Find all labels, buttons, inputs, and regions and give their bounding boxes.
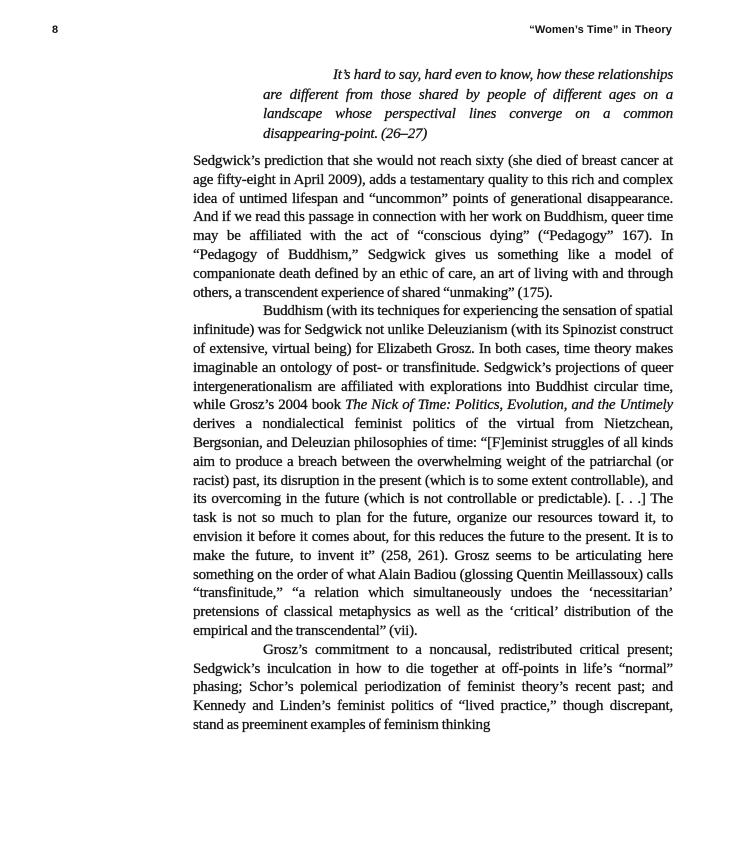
body-paragraph: Grosz’s commitment to a noncausal, redistributed critical present; Sedgwick’s inculcation in how to die together at off-points in life’s “normal” phasing; Schor’s polemical periodization of feminist theory’s recent past; and Kennedy and Linden’s feminist politics of “lived practice,” though discrepant, stand as preeminent examples of feminism thinking <box>193 641 673 733</box>
running-title: “Women’s Time” in Theory <box>529 24 672 36</box>
body-paragraph: Buddhism (with its techniques for experiencing the sensation of spatial infinitude) was for Sedgwick not unlike Deleuzianism (with its Spinozist construct of extensive, virtual being) for Elizabeth Grosz. In both cases, time theory makes imaginable an ontology of post- or transfinitude. Sedgwick’s projections of queer intergenerationalism are affiliated with explorations into Buddhist circular time, while Grosz’s 2004 book The Nick of Time: Politics, Evolution, and the Untimely derives a nondialectical feminist politics of the virtual from Nietzchean, Bergsonian, and Deleuzian philosophies of time: “[F]eminist struggles of all kinds aim to produce a breach between the overwhelming weight of the patriarchal (or racist) past, its disruption in the present (which is to some extent controllable), and its overcoming in the future (which is not controllable or predictable). [. . .] The task is not so much to plan for the future, organize our resources toward it, to envision it before it comes about, for this reduces the future to the present. It is to make the future, to invent it” (258, 261). Grosz seems to be articulating here something on the order of what Alain Badiou (glossing Quentin Meillassoux) calls “transfinitude,” “a relation which simultaneously undoes the ‘necessitarian’ pretensions of classical metaphysics as well as the ‘critical’ distribution of the empirical and the transcendental” (vii). <box>193 303 673 639</box>
page-content <box>193 66 673 735</box>
body-paragraph: Sedgwick’s prediction that she would not reach sixty (she died of breast cancer at age fifty-eight in April 2009), adds a testamentary quality to this rich and complex idea of untimed lifespan and “uncommon” points of generational disappearance. And if we read this passage in connection with her work on Buddhism, queer time may be affiliated with the act of “conscious dying” (“Pedagogy” 167). In “Pedagogy of Buddhism,” Sedgwick gives us something like a model of companionate death defined by an ethic of care, an art of living with and through others, a transcendent experience of shared “unmaking” (175). <box>193 153 673 301</box>
block-quote: It’s hard to say, hard even to know, how these relationships are different from those shared by people of different ages on a landscape whose perspectival lines converge on a common disappearing-point. (26–27) <box>263 67 673 142</box>
page-number: 8 <box>52 24 59 36</box>
running-head <box>52 24 672 36</box>
body-paragraphs <box>193 152 673 735</box>
